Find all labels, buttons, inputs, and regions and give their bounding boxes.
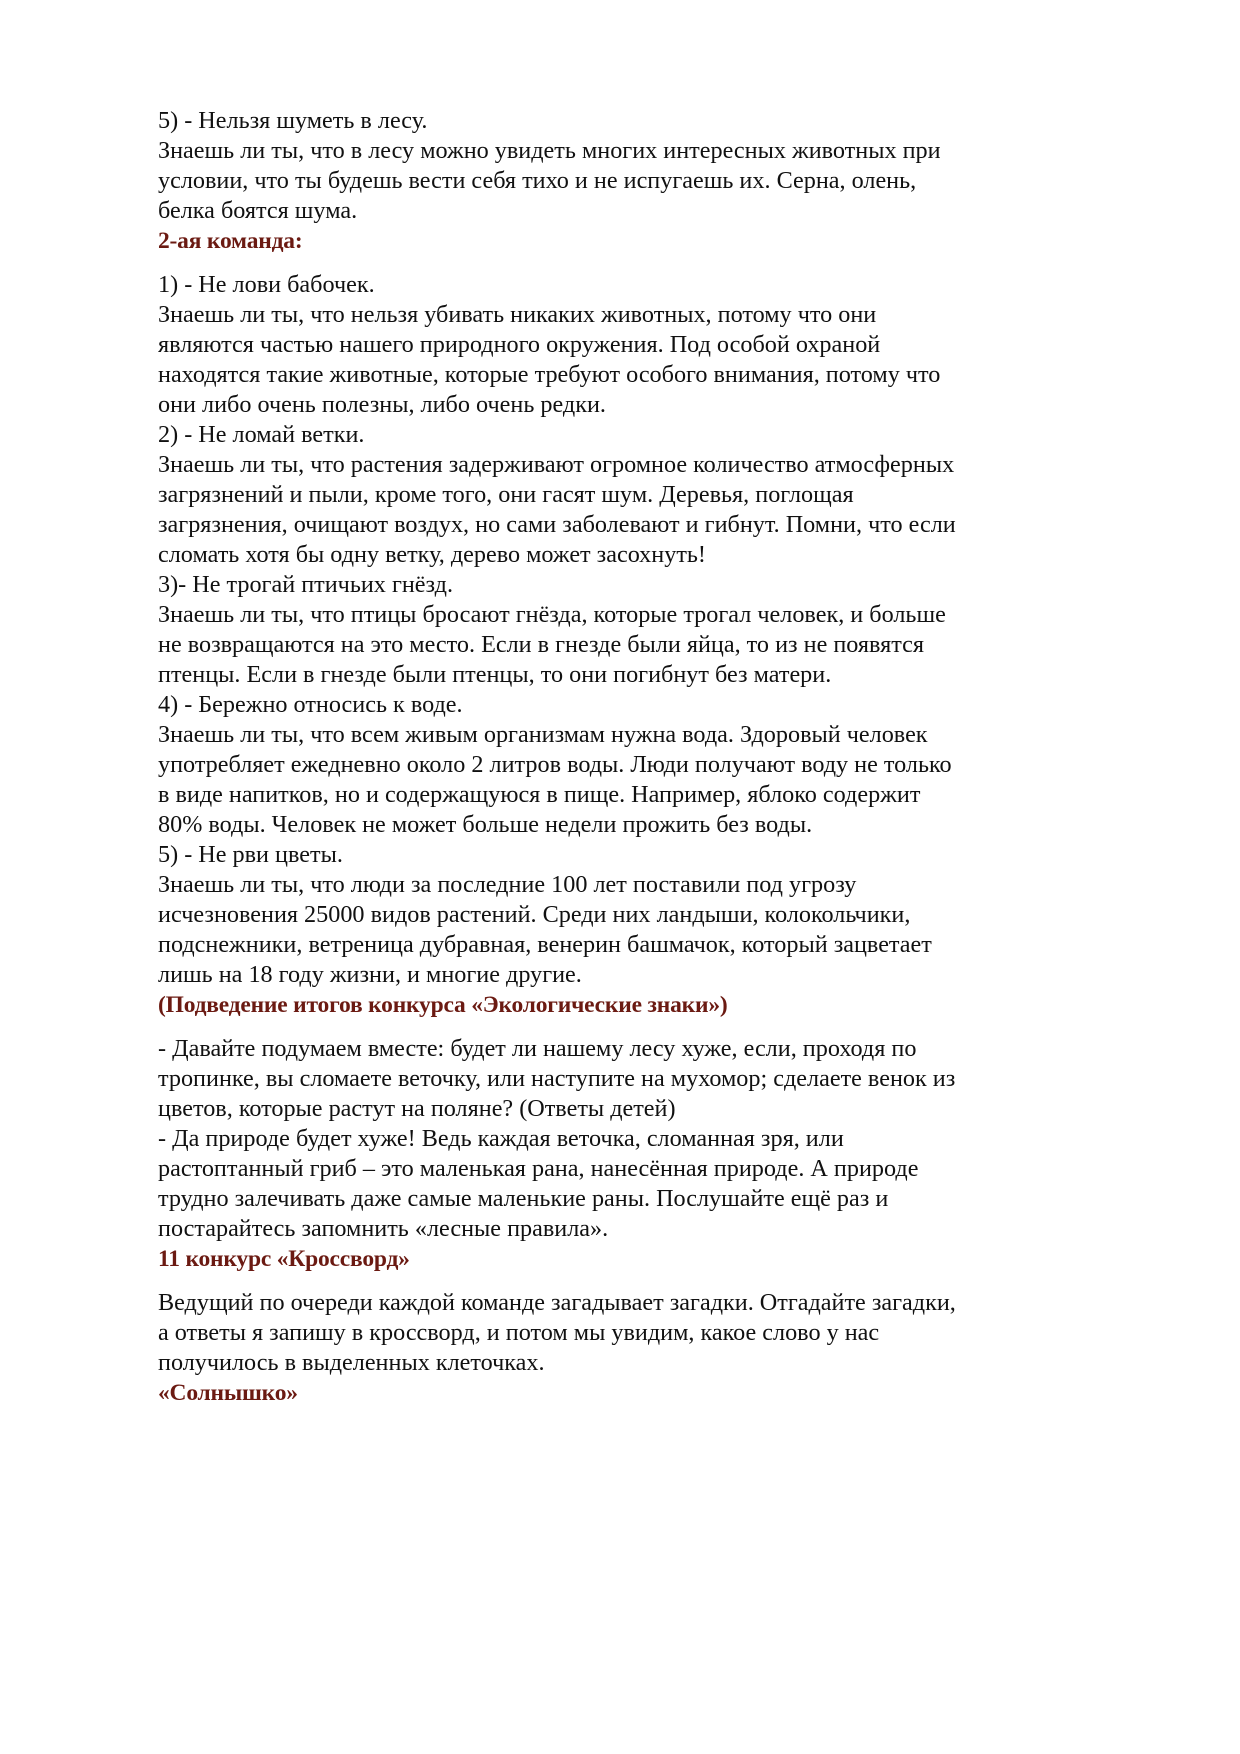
rule-title: 2) - Не ломай ветки.: [158, 421, 365, 448]
text-line: - Да природе будет хуже! Ведь каждая веточка, сломанная зря, или: [158, 1125, 844, 1152]
text-line: 80% воды. Человек не может больше недели прожить без воды.: [158, 811, 813, 838]
text-line: не возвращаются на это место. Если в гнезде были яйца, то из не появятся: [158, 631, 925, 658]
text-line: тропинке, вы сломаете веточку, или наступите на мухомор; сделаете венок из: [158, 1065, 956, 1092]
rule-title: 5) - Не рви цветы.: [158, 841, 343, 868]
text-line: цветов, которые растут на поляне? (Ответы детей): [158, 1095, 676, 1122]
text-line: Знаешь ли ты, что птицы бросают гнёзда, которые трогал человек, и больше: [158, 601, 946, 628]
text-line: птенцы. Если в гнезде были птенцы, то они погибнут без матери.: [158, 661, 832, 688]
rule-title: 4) - Бережно относись к воде.: [158, 691, 463, 718]
text-line: они либо очень полезны, либо очень редки.: [158, 391, 606, 418]
document-page: [158, 106, 1038, 1408]
text-line: загрязнений и пыли, кроме того, они гасят шум. Деревья, поглощая: [158, 481, 854, 508]
text-line: употребляет ежедневно около 2 литров воды. Люди получают воду не только: [158, 751, 952, 778]
text-line: в виде напитков, но и содержащуюся в пище. Например, яблоко содержит: [158, 781, 921, 808]
paragraph-crossword-intro: [158, 1288, 1038, 1378]
text-line: а ответы я запишу в кроссворд, и потом мы увидим, какое слово у нас: [158, 1319, 880, 1346]
text-line: условии, что ты будешь вести себя тихо и не испугаешь их. Серна, олень,: [158, 167, 917, 194]
text-line: Знаешь ли ты, что в лесу можно увидеть многих интересных животных при: [158, 137, 941, 164]
text-line: Знаешь ли ты, что нельзя убивать никаких животных, потому что они: [158, 301, 877, 328]
text-line: Знаешь ли ты, что всем живым организмам нужна вода. Здоровый человек: [158, 721, 928, 748]
text-line: Знаешь ли ты, что растения задерживают огромное количество атмосферных: [158, 451, 955, 478]
text-line: подснежники, ветреница дубравная, венерин башмачок, который зацветает: [158, 931, 932, 958]
text-line: получилось в выделенных клеточках.: [158, 1349, 545, 1376]
text-line: растоптанный гриб – это маленькая рана, нанесённая природе. А природе: [158, 1155, 919, 1182]
text-line: белка боятся шума.: [158, 197, 358, 224]
rule-title: 1) - Не лови бабочек.: [158, 271, 375, 298]
rule-title: 3)- Не трогай птичьих гнёзд.: [158, 571, 454, 598]
text-line: Знаешь ли ты, что люди за последние 100 лет поставили под угрозу: [158, 871, 857, 898]
paragraph-discussion: [158, 1034, 1038, 1244]
section-heading-results: (Подведение итогов конкурса «Экологические знаки»): [158, 992, 728, 1018]
text-line: лишь на 18 году жизни, и многие другие.: [158, 961, 582, 988]
paragraph-rule-5-team1: [158, 106, 1038, 226]
text-line: постарайтесь запомнить «лесные правила».: [158, 1215, 609, 1242]
text-line: Ведущий по очереди каждой команде загадывает загадки. Отгадайте загадки,: [158, 1289, 956, 1316]
section-heading-solnyshko: «Солнышко»: [158, 1380, 298, 1406]
text-line: являются частью нашего природного окружения. Под особой охраной: [158, 331, 881, 358]
text-line: исчезновения 25000 видов растений. Среди них ландыши, колокольчики,: [158, 901, 911, 928]
section-heading-team-2: 2-ая команда:: [158, 228, 303, 254]
text-line: загрязнения, очищают воздух, но сами заболевают и гибнут. Помни, что если: [158, 511, 956, 538]
paragraph-team2-rules: [158, 270, 1038, 990]
text-line: - Давайте подумаем вместе: будет ли нашему лесу хуже, если, проходя по: [158, 1035, 917, 1062]
rule-title: 5) - Нельзя шуметь в лесу.: [158, 107, 428, 134]
text-line: находятся такие животные, которые требуют особого внимания, потому что: [158, 361, 941, 388]
text-line: трудно залечивать даже самые маленькие раны. Послушайте ещё раз и: [158, 1185, 889, 1212]
text-line: сломать хотя бы одну ветку, дерево может засохнуть!: [158, 541, 706, 568]
section-heading-crossword: 11 конкурс «Кроссворд»: [158, 1246, 410, 1272]
